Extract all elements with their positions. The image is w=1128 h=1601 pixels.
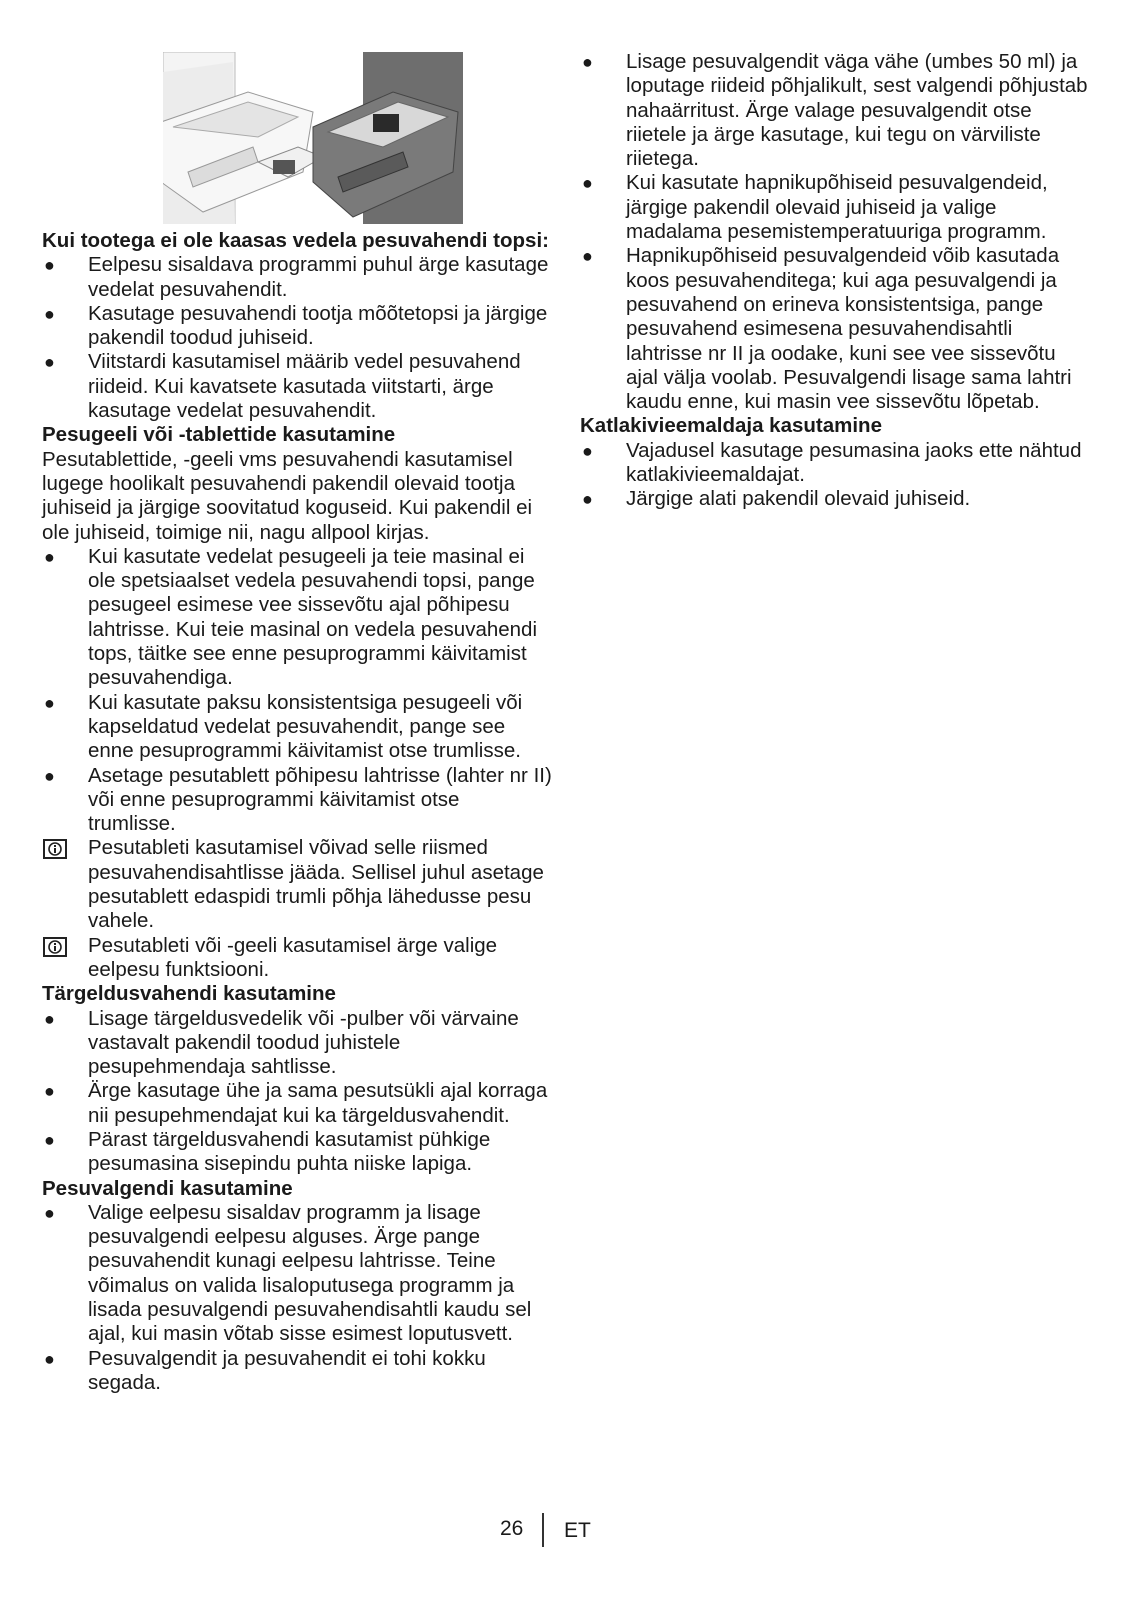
list-item: ● Kui kasutate paksu konsistentsiga pesugeeli või kapseldatud vedelat pesuvahendit, pange see enne pesuprogrammi käivitamist otse trumlisse. bbox=[44, 690, 523, 763]
language-code: ET bbox=[564, 1519, 591, 1542]
right-column bbox=[580, 50, 1090, 512]
paragraph-gel-tablets: Pesutablettide, -geeli vms pesuvahendi kasutamisel lugege hoolikalt pesuvahendi pakendil olevaid tootja juhiseid ja järgige soovitatud koguseid. Kui pakendil ei ole juhiseid, toimige nii, nagu allpool kirjas. bbox=[42, 447, 533, 544]
list-item: ● Vajadusel kasutage pesumasina jaoks ette nähtud katlakivieemaldajat. bbox=[582, 438, 1082, 487]
list-item: ● Viitstardi kasutamisel määrib vedel pesuvahend riideid. Kui kavatsete kasutada viitstarti, ärge kasutage vedelat pesuvahendit. bbox=[44, 350, 521, 423]
list-item: ● Pärast tärgeldusvahendi kasutamist pühkige pesumasina sisepindu puhta niiske lapiga. bbox=[44, 1127, 491, 1176]
info-note: Pesutableti või -geeli kasutamisel ärge valige eelpesu funktsiooni. bbox=[42, 934, 552, 983]
list-item: ● Kui kasutate vedelat pesugeeli ja teie masinal ei ole spetsiaalset vedela pesuvahendi topsi, pange pesugeel esimese vee sissevõtu ajal põhipesu lahtrisse. Kui teie masinal on vedela pesuvahendi tops, täitke see enne pesuprogrammi käivitamist pesuvahendiga. bbox=[44, 544, 537, 690]
detergent-drawer-illustration bbox=[163, 52, 463, 224]
list-item: ● Asetage pesutablett põhipesu lahtrisse (lahter nr II) või enne pesuprogrammi käivitamist otse trumlisse. bbox=[44, 763, 552, 836]
list-gel-tablets bbox=[42, 545, 552, 837]
list-item: ● Valige eelpesu sisaldav programm ja lisage pesuvalgendi eelpesu alguses. Ärge pange pesuvahendit kunagi eelpesu lahtrisse. Teine võimalus on valida lisaloputusega programm ja lisada pesuvalgendi pesuvahendisahtli kaudu sel ajal, kui masin võtab sisse esimest loputusvett. bbox=[44, 1200, 532, 1346]
list-descaler bbox=[580, 439, 1090, 512]
heading-bleach: Pesuvalgendi kasutamine bbox=[42, 1176, 293, 1200]
list-item: ● Järgige alati pakendil olevaid juhiseid. bbox=[582, 487, 971, 511]
heading-descaler: Katlakivieemaldaja kasutamine bbox=[580, 414, 882, 438]
info-note: Pesutableti kasutamisel võivad selle riismed pesuvahendisahtlisse jääda. Sellisel juhul asetage pesutablett edaspidi trumli põhja lähedusse pesu vahele. bbox=[42, 836, 552, 933]
footer-divider bbox=[542, 1513, 544, 1547]
list-item: ● Hapnikupõhiseid pesuvalgendeid võib kasutada koos pesuvahenditega; kui aga pesuvalgendi ja pesuvahend on erineva konsistentsiga, pange pesuvahend esimesena pesuvahendisahtli lahtrisse nr II ja oodake, kuni see vee sissevõtu ajal välja voolab. Pesuvalgendi lisage sama lahtri kaudu enne, kui masin vee sissevõtu lõpetab. bbox=[582, 244, 1072, 414]
heading-no-liquid-cup: Kui tootega ei ole kaasas vedela pesuvahendi topsi: bbox=[42, 229, 549, 252]
list-item: ● Pesuvalgendit ja pesuvahendit ei tohi kokku segada. bbox=[44, 1346, 486, 1394]
list-item: ● Lisage tärgeldusvedelik või -pulber või värvaine vastavalt pakendil toodud juhistele pesupehmendaja sahtlisse. bbox=[44, 1006, 519, 1079]
list-bleach bbox=[42, 1201, 552, 1395]
list-item: ● Kasutage pesuvahendi tootja mõõtetopsi ja järgige pakendil toodud juhiseid. bbox=[44, 301, 548, 350]
page-number: 26 bbox=[500, 1517, 524, 1540]
list-item: ● Ärge kasutage ühe ja sama pesutsükli ajal korraga nii pesupehmendajat kui ka tärgeldusvahendit. bbox=[44, 1079, 548, 1127]
list-item: ● Lisage pesuvalgendit väga vähe (umbes 50 ml) ja loputage riideid põhjalikult, sest valgendi põhjustab nahaärritust. Ärge valage pesuvalgendit otse riietele ja ärge kasutage, kui tegu on värviliste riietega. bbox=[582, 50, 1088, 171]
list-item: ● Kui kasutate hapnikupõhiseid pesuvalgendeid, järgige pakendil olevaid juhiseid ja valige madalama pesemistemperatuuriga programm. bbox=[582, 171, 1048, 244]
heading-gel-tablets: Pesugeeli või -tablettide kasutamine bbox=[42, 423, 396, 447]
list-starch bbox=[42, 1007, 552, 1177]
heading-starch: Tärgeldusvahendi kasutamine bbox=[42, 982, 336, 1006]
list-bleach-continued bbox=[580, 50, 1090, 414]
list-item: ● Eelpesu sisaldava programmi puhul ärge kasutage vedelat pesuvahendit. bbox=[44, 253, 549, 301]
left-column bbox=[42, 229, 552, 1395]
page-footer bbox=[0, 1517, 1128, 1557]
list-liquid-detergent bbox=[42, 253, 552, 423]
info-icon bbox=[43, 937, 67, 957]
info-icon bbox=[43, 839, 67, 859]
